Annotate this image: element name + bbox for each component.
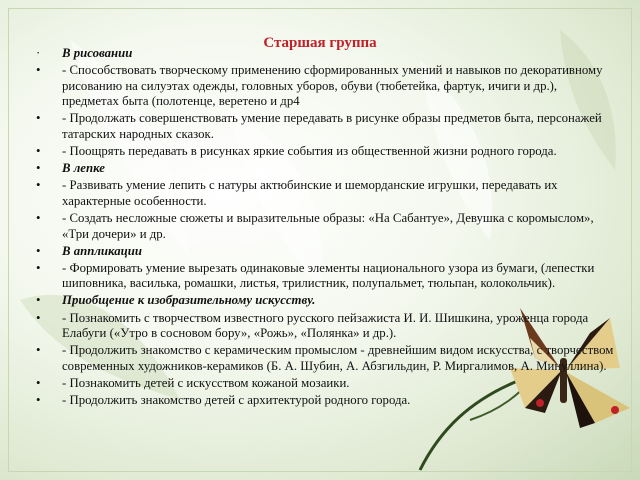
- bullet-icon: •: [36, 375, 41, 390]
- list-item: [36, 376, 614, 392]
- section-heading-item: [36, 46, 614, 62]
- item-text: - Создать несложные сюжеты и выразительные образы: «На Сабантуе», Девушка с коромыслом», «Три дочери» и др.: [62, 210, 594, 241]
- item-text: - Продолжить знакомство с керамическим промыслом - древнейшим видом искусства, с творчеством современных художников-керамиков (Б. А. Шубин, А. Абзгильдин, Р. Миргалимов, А. Минуллина).: [62, 343, 614, 373]
- bullet-list: [36, 46, 614, 410]
- bullet-icon: •: [36, 161, 41, 176]
- list-item: [36, 63, 614, 110]
- bullet-icon: •: [36, 293, 41, 308]
- bullet-icon: ·: [36, 46, 41, 60]
- bullet-icon: •: [36, 63, 41, 78]
- list-item: [36, 343, 614, 374]
- item-text: - Продолжить знакомство детей с архитектурой родного города.: [62, 392, 411, 407]
- bullet-icon: •: [36, 210, 41, 225]
- bullet-icon: •: [36, 343, 41, 358]
- bullet-icon: •: [36, 310, 41, 325]
- section-heading-item: [36, 244, 614, 260]
- item-text: В лепке: [62, 161, 105, 176]
- list-item: [36, 178, 614, 209]
- item-text: - Способствовать творческому применению сформированных умений и навыков по декоративному рисованию на силуэтах одежды, головных уборов, обуви (тюбетейка, фартук, ичиги и др.), предметах быта (полотенце, веретено и др4: [62, 63, 603, 109]
- item-text: В рисовании: [62, 46, 133, 60]
- list-item: [36, 211, 614, 242]
- item-text: - Поощрять передавать в рисунках яркие события из общественной жизни родного города.: [62, 144, 557, 159]
- item-text: В аппликации: [62, 243, 142, 258]
- item-text: - Развивать умение лепить с натуры актюбинские и шеморданские игрушки, передавать их характерные особенности.: [62, 178, 558, 208]
- item-text: - Продолжать совершенствовать умение передавать в рисунке образы предметов быта, персонажей татарских народных сказок.: [62, 111, 602, 141]
- bullet-icon: •: [36, 111, 41, 126]
- bullet-icon: •: [36, 144, 41, 159]
- item-text: - Познакомить детей с искусством кожаной мозаики.: [62, 375, 350, 390]
- item-text: Приобщение к изобразительному искусству.: [62, 293, 316, 308]
- bullet-icon: •: [36, 260, 41, 275]
- list-item: [36, 144, 614, 160]
- item-text: - Познакомить с творчеством известного русского пейзажиста И. И. Шишкина, уроженца города Елабуги («Утро в сосновом бору», «Рожь», «Полянка» и др.).: [62, 310, 589, 341]
- bullet-icon: •: [36, 178, 41, 193]
- list-item: [36, 111, 614, 142]
- list-item: [36, 393, 614, 409]
- slide-title: Старшая группа: [263, 35, 377, 51]
- section-heading-item: [36, 293, 614, 309]
- section-heading-item: [36, 161, 614, 177]
- item-text: - Формировать умение вырезать одинаковые элементы национального узора из бумаги, (лепестки шиповника, василька, ромашки, листья, трилистник, полупальмет, тюльпан, колокольчик).: [62, 260, 595, 291]
- bullet-icon: •: [36, 243, 41, 258]
- bullet-icon: •: [36, 392, 41, 407]
- list-item: [36, 261, 614, 292]
- list-item: [36, 311, 614, 342]
